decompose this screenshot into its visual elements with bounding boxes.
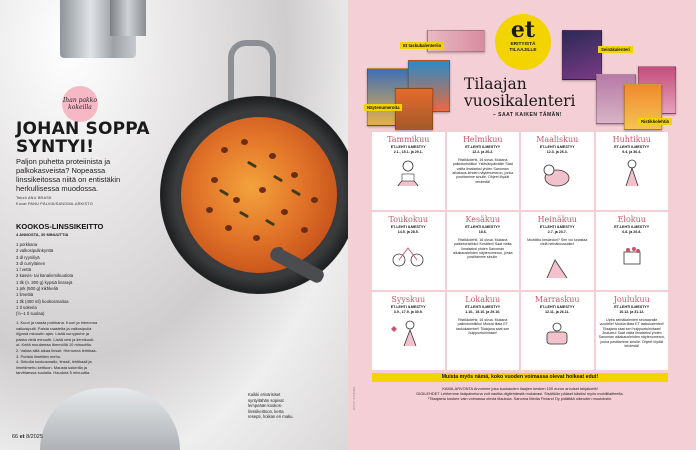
month-dates: 12.11. ja 26.11. bbox=[544, 310, 570, 315]
month-name: Syyskuu bbox=[391, 295, 426, 304]
headline-line-2: SYNTYI! bbox=[16, 137, 95, 157]
step-line: öljyssä minuutin ajan. Lisää curryjauhe ja bbox=[16, 331, 89, 337]
ingredient-item: 1 porkkana bbox=[16, 242, 38, 247]
cat-illustration bbox=[537, 158, 577, 188]
month-name: Lokakuu bbox=[465, 295, 501, 304]
month-note: Ristikkolehti, 16 sivua. Mukana palkintoristikko! Muista tilata ET taskukalenteri! Tilaajana saat sen huippuetuhintaan! bbox=[456, 317, 510, 336]
calendar-subtitle: – SAAT KAIKEN TÄMÄN! bbox=[493, 112, 563, 118]
month-dates: 3.9., 17.9. ja 30.9. bbox=[393, 310, 423, 315]
month-issue-label: ET-LEHTI ILMESTYY bbox=[614, 305, 650, 309]
month-name: Tammikuu bbox=[387, 135, 430, 144]
calendar-title bbox=[464, 76, 576, 110]
armchair-reading-illustration bbox=[537, 318, 577, 348]
month-cell-february bbox=[447, 132, 520, 210]
month-cell-march bbox=[521, 132, 594, 210]
recipe-title: KOOKOS-LINSSIKEITTO bbox=[16, 222, 104, 231]
wall-calendar-image bbox=[562, 30, 602, 80]
month-dates: 18.6. bbox=[478, 230, 487, 235]
calendar-title-line-2: vuosikalenteri bbox=[464, 92, 576, 110]
month-cell-august bbox=[596, 212, 669, 290]
label-wall-calendar: Seinäkalenteri bbox=[598, 46, 633, 53]
label-pocket-calendar: Et taskukalenteriin bbox=[400, 42, 444, 49]
month-note: Muistitko kesäeduri? Sen voi lunastaa vielä heinäkuussakin! bbox=[527, 237, 588, 247]
month-name: Elokuu bbox=[617, 215, 646, 224]
article-intro: Paljon puhetta proteiinista ja palkokasveista? Nopeassa linssikeitossa niitä on entistäkin herkullisessa muodossa. bbox=[16, 157, 121, 193]
ingredient-item: 1 tlk (n. 300 g) kypsiä linssejä bbox=[16, 279, 73, 285]
month-issue-label: ET-LEHTI ILMESTYY bbox=[465, 305, 501, 309]
month-note: Upea seinäkalenteri seuraavalle vuodelle! Muista tilata ET taskukalenteri! Tilaajana saat sen huippuetuhintaan! Jouluetu! Saat valita ilmaiseksi yhden Sanoman aikakauslehden näytenumeron, jonka postitamme sinulle. Ohjeet löydät lehdestä! bbox=[598, 317, 665, 349]
step-line: 2. Valuta sillä aikaa linssit. Hienonna lehtikaa- bbox=[16, 347, 97, 353]
month-name: Kesäkuu bbox=[465, 215, 501, 224]
footer-brand: et bbox=[19, 434, 25, 440]
et-logo-sub-2: TILAAJILLE bbox=[509, 47, 537, 53]
benefits-list bbox=[372, 386, 668, 402]
benefit-line: KAMA-ARVONTA Arvomme joka kuukauden Ilaajien kesken 100 euron arvoiset lahjakortit! bbox=[442, 386, 598, 391]
badge-bubble bbox=[62, 86, 98, 122]
month-name: Maaliskuu bbox=[536, 135, 579, 144]
autumn-walk-illustration bbox=[388, 318, 428, 348]
ingredient-item: 3 dl ryyniliyä bbox=[16, 254, 40, 260]
month-dates: 14.5. ja 28.5. bbox=[397, 230, 419, 235]
month-cell-july bbox=[521, 212, 594, 290]
month-cell-december bbox=[596, 292, 669, 370]
month-name: Marraskuu bbox=[534, 295, 580, 304]
step-line: paista vielä minuutti. Lisää vesi ja liemikuuti- bbox=[16, 336, 95, 342]
month-cell-october bbox=[447, 292, 520, 370]
step-line: 1. Kuori ja raasta porkkana. Kuori ja hienonna bbox=[16, 320, 98, 325]
recipe-meta: 4 ANNOSTA, 30 MINUUTTIA bbox=[16, 232, 69, 237]
month-issue-label: ET-LEHTI ILMESTYY bbox=[614, 225, 650, 229]
month-grid bbox=[372, 132, 668, 370]
month-cell-january bbox=[372, 132, 445, 210]
et-logo-sub-1: ERITYISTÄ bbox=[510, 42, 536, 47]
month-dates: 2.7. ja 23.7. bbox=[547, 230, 567, 235]
berry-picking-illustration bbox=[612, 238, 652, 268]
ingredient-item: 2 kasvis- tai kanaliemikuutiota bbox=[16, 273, 74, 279]
ingredients-list bbox=[16, 242, 134, 318]
month-issue-label: ET-LEHTI ILMESTYY bbox=[539, 305, 575, 309]
article-headline bbox=[16, 120, 150, 156]
ingredient-item: (½–1 tl suolaa) bbox=[16, 311, 45, 317]
walking-woman-illustration bbox=[612, 158, 652, 188]
et-logo-text: et bbox=[510, 17, 536, 43]
photo-caption: Kaikki erivärisiset syntyitähän sopivat lempeään kookos-linssikeittoon, kerta resepti, hoikan eri maku. bbox=[248, 392, 294, 419]
month-name: Joulukuu bbox=[613, 295, 650, 304]
badge-text: Ihan pakko kokeilla bbox=[63, 97, 97, 111]
month-dates: 9.4. ja 30.4. bbox=[622, 150, 642, 155]
month-issue-label: ET-LEHTI ILMESTYY bbox=[465, 225, 501, 229]
headline-line-1: JOHAN SOPPA bbox=[16, 119, 150, 139]
month-name: Huhtikuu bbox=[612, 135, 651, 144]
page-number: 66 bbox=[12, 434, 19, 440]
recipe-steps bbox=[16, 320, 134, 376]
month-issue-label: ET-LEHTI ILMESTYY bbox=[539, 225, 575, 229]
month-cell-may bbox=[372, 212, 445, 290]
label-gift-cards: Ristikkolehtiä bbox=[638, 118, 672, 125]
label-sample-issues: Näytenumeroita bbox=[364, 104, 402, 111]
month-cell-june bbox=[447, 212, 520, 290]
benefit-line: DIGILEHDET Lehtemme lisäpalveluna voit nauttia digilehdestä mukanasi. Sisältöön pääset käsiksi myös mobiililaitteella. bbox=[416, 391, 624, 397]
month-name: Toukokuu bbox=[388, 215, 428, 224]
ingredient-item: 1 l vettä bbox=[16, 267, 32, 273]
vertical-credit: KUVAT SANOMA bbox=[352, 386, 356, 410]
benefit-line: *Tilaajaetu koskee vain voimassa olevia tilauksia. Sanoma Media Finland Oy pidättää oikeuden muutoksiin. bbox=[427, 396, 613, 402]
step-line: tarvittaessa suolalla. Haudota 5 minuuttia. bbox=[16, 370, 91, 376]
soup-image bbox=[181, 117, 337, 273]
month-issue-label: ET-LEHTI ILMESTYY bbox=[539, 145, 575, 149]
month-name: Heinäkuu bbox=[537, 215, 577, 224]
month-name: Helmikuu bbox=[462, 135, 503, 144]
month-dates: 10.12. ja 31.12. bbox=[619, 310, 645, 315]
reading-woman-illustration bbox=[388, 158, 428, 188]
month-issue-label: ET-LEHTI ILMESTYY bbox=[390, 225, 426, 229]
credit-text: Teksti ANU BRASK bbox=[16, 196, 52, 200]
month-cell-september bbox=[372, 292, 445, 370]
step-line: 4. Sekoita kookosmaito, linssit, lehtikaali ja bbox=[16, 359, 92, 365]
ingredient-item: 1 tl sokeria bbox=[16, 304, 37, 310]
month-dates: 12.3. ja 26.3. bbox=[546, 150, 568, 155]
ingredient-item: 1 limettiä bbox=[16, 292, 34, 298]
step-line: 3. Purista limettien mehu. bbox=[16, 353, 62, 359]
ingredient-item: 3 dl curryläinen bbox=[16, 260, 46, 266]
et-logo-badge bbox=[495, 14, 551, 70]
footer-issue: 8/2025 bbox=[26, 434, 43, 440]
month-dates: 6.8. ja 20.8. bbox=[622, 230, 642, 235]
step-line: ot. Keitä muutamaa lämmöllä 10 minuuttia. bbox=[16, 342, 92, 348]
month-dates: 2.1., 15.1. ja 29.1. bbox=[393, 150, 423, 155]
month-issue-label: ET-LEHTI ILMESTYY bbox=[390, 145, 426, 149]
step-line: valkosipulit. Paista raasteita ja valkosipulia bbox=[16, 325, 92, 331]
cyclist-illustration bbox=[388, 238, 428, 268]
month-dates: 1.10., 15.10. ja 29.10. bbox=[465, 310, 501, 315]
page-footer bbox=[12, 434, 43, 440]
ingredient-item: 2 valkosipulinkynttä bbox=[16, 248, 54, 254]
month-issue-label: ET-LEHTI ILMESTYY bbox=[465, 145, 501, 149]
month-issue-label: ET-LEHTI ILMESTYY bbox=[390, 305, 426, 309]
month-note: Ristikkolehti, 16 sivua. Mukana palkintoristikko! Kesäteri! Saat valita ilmaiseksi yhden Sanoman aikakauslehden näytenumeron, jonka postitamme sinulle. bbox=[452, 237, 513, 260]
month-dates: 12.2. ja 26.2. bbox=[472, 150, 494, 155]
ingredient-item: 1 prk (500 g) kikhkeliä bbox=[16, 286, 59, 292]
month-issue-label: ET-LEHTI ILMESTYY bbox=[614, 145, 650, 149]
credit-photo: Kuvat PANU PÄLVIÄ/SANOMA-ARKISTO bbox=[16, 202, 93, 206]
month-cell-april bbox=[596, 132, 669, 210]
ingredient-item: 1 tlk (400 ml) kookosmaitoa bbox=[16, 298, 69, 304]
benefits-banner: Muista myös nämä, koko vuoden voimassa olevat hoikeat edut! bbox=[372, 373, 668, 382]
calendar-title-line-1: Tilaajan bbox=[464, 75, 527, 93]
month-note: Ristikkolehti, 16 sivua. Mukana palkintoristikko! Ystävänpäivälle! Saat valita ilmaiseksi yhden Sanoman aikakaus-lehden näytenumeron, jonka postitamme sinulle. Ohjeet löydät lehdestä! bbox=[452, 157, 514, 184]
deck-chair-illustration bbox=[537, 250, 577, 280]
tin-can-lid-image bbox=[110, 0, 146, 36]
month-cell-november bbox=[521, 292, 594, 370]
step-line: limettimehu keittoon. Mausta sokerilla ja bbox=[16, 364, 87, 370]
